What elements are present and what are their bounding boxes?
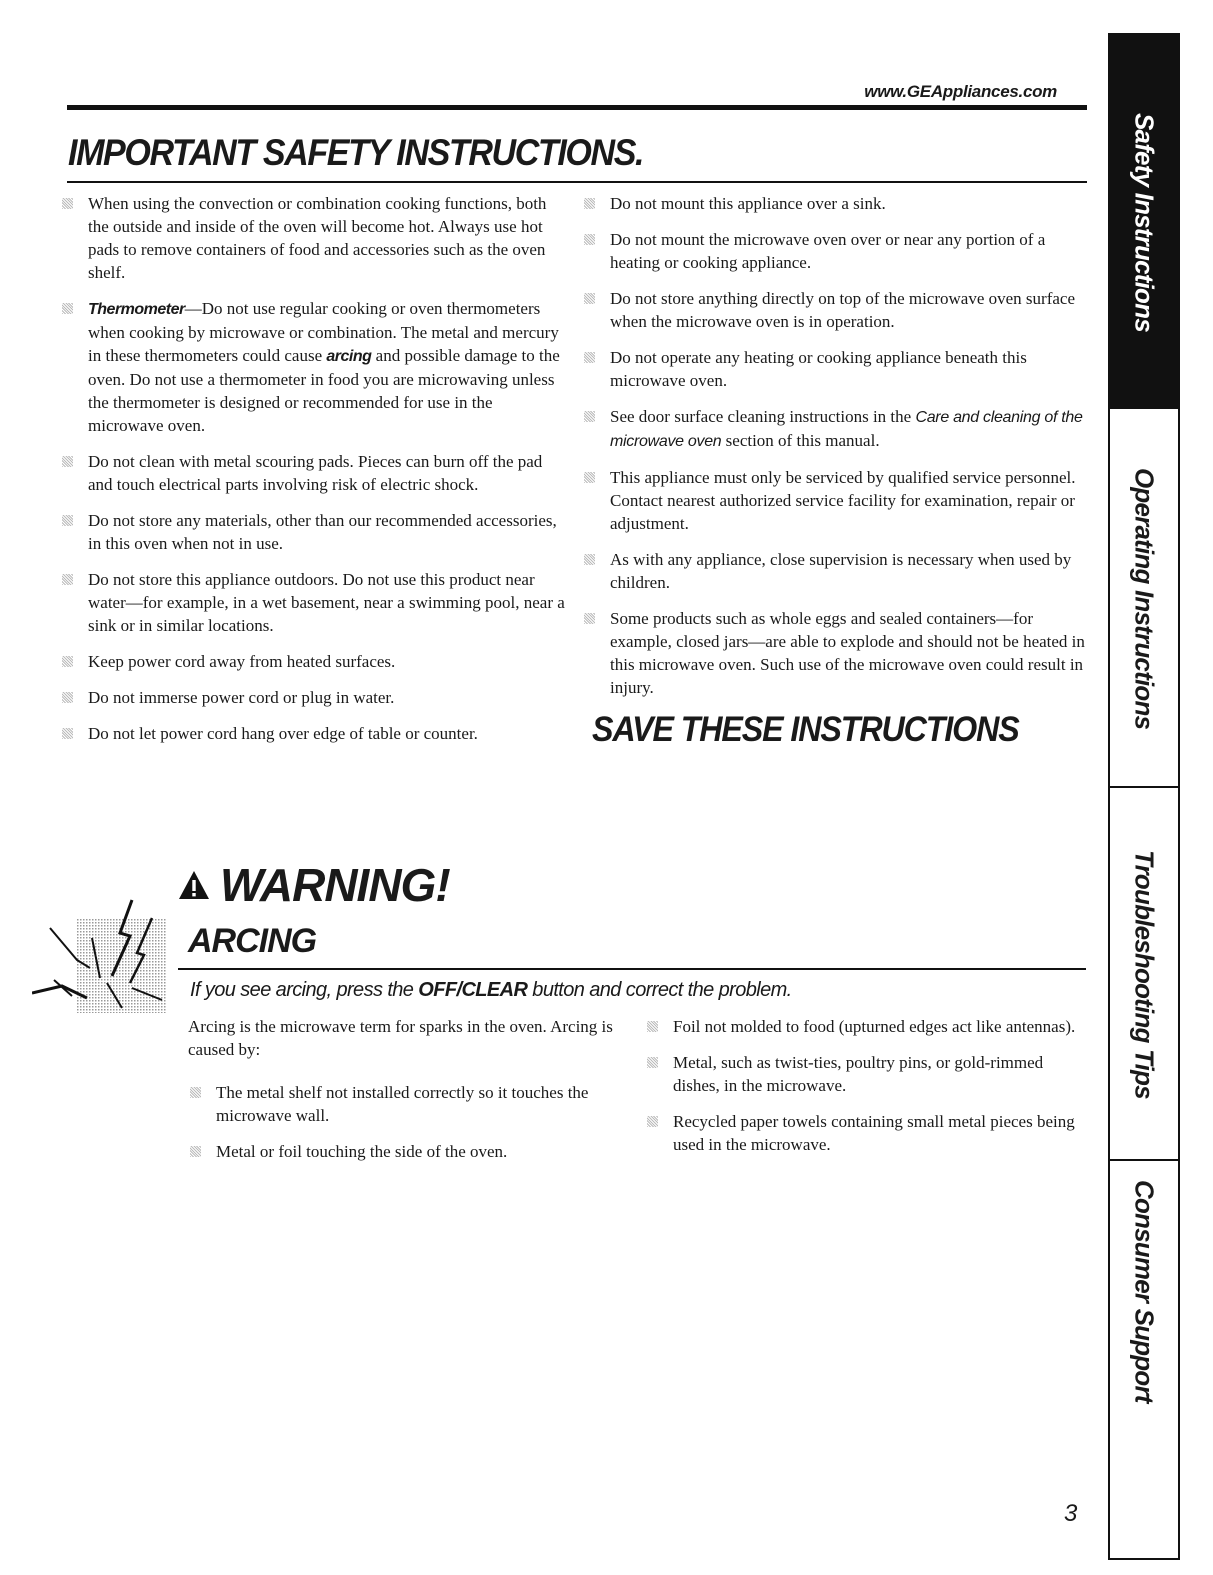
list-item: Do not store anything directly on top of the microwave oven surface when the microwave oven is in operation. [582,287,1087,333]
list-item: Do not mount this appliance over a sink. [582,192,1087,215]
tab-consumer-support[interactable]: Consumer Support [1129,1179,1160,1403]
list-item: Do not immerse power cord or plug in water. [60,686,570,709]
left-column [60,192,570,758]
arcing-emphasis: arcing [326,348,372,365]
bullet-icon [647,1116,658,1127]
arcing-rule [178,968,1086,970]
bullet-icon [62,198,73,209]
list-item: Metal or foil touching the side of the oven. [188,1140,638,1163]
list-item: Do not store this appliance outdoors. Do not use this product near water—for example, in a wet basement, near a swimming pool, near a sink or in similar locations. [60,568,570,637]
warning-triangle-icon [178,870,210,900]
arcing-instruction: If you see arcing, press the OFF/CLEAR button and correct the problem. [190,979,792,1001]
arcing-right-column [645,1015,1085,1169]
tab-safety-instructions[interactable]: Safety Instructions [1110,35,1178,409]
save-instructions-heading: SAVE THESE INSTRUCTIONS [592,710,1019,749]
list-item: Metal, such as twist-ties, poultry pins, or gold-rimmed dishes, in the microwave. [645,1051,1085,1097]
bullet-icon [584,293,595,304]
bullet-icon [647,1021,658,1032]
list-item: Some products such as whole eggs and sealed containers—for example, closed jars—are able to explode and should not be heated in this microwave oven. Such use of the microwave oven could result in injury. [582,607,1087,699]
bullet-icon [62,692,73,703]
website-url: www.GEAppliances.com [864,82,1057,101]
bullet-icon [62,728,73,739]
list-item: See door surface cleaning instructions in the Care and cleaning of the microwave oven section of this manual. [582,405,1087,453]
bullet-icon [584,554,595,565]
list-item: Foil not molded to food (upturned edges act like antennas). [645,1015,1085,1038]
bullet-icon [584,198,595,209]
page-title: IMPORTANT SAFETY INSTRUCTIONS. [68,132,644,173]
bullet-icon [584,352,595,363]
list-item: When using the convection or combination cooking functions, both the outside and inside of the oven will become hot. Always use hot pads to remove containers of food and accessories such as the oven shelf. [60,192,570,284]
arcing-heading: ARCING [188,922,317,960]
list-item: As with any appliance, close supervision is necessary when used by children. [582,548,1087,594]
bullet-icon [62,656,73,667]
list-item: Thermometer—Do not use regular cooking or oven thermometers when cooking by microwave or combination. The metal and mercury in these thermometers could cause arcing and possible damage to the oven. Do not use a thermometer in food you are microwaving unless the thermometer is designed or recommended for use in the microwave oven. [60,297,570,437]
warning-heading: WARNING! [178,858,450,912]
bullet-icon [190,1146,201,1157]
list-item: This appliance must only be serviced by qualified service personnel. Contact nearest authorized service facility for examination, repair or adjustment. [582,466,1087,535]
section-tabs [1108,33,1180,1560]
list-item: Do not mount the microwave oven over or near any portion of a heating or cooking appliance. [582,228,1087,274]
arcing-intro: Arcing is the microwave term for sparks in the oven. Arcing is caused by: [188,1017,613,1059]
bullet-icon [62,456,73,467]
tab-operating-instructions[interactable]: Operating Instructions [1129,468,1160,730]
list-item: Recycled paper towels containing small metal pieces being used in the microwave. [645,1110,1085,1156]
title-rule [67,181,1087,183]
arcing-spark-icon [32,898,167,1018]
bullet-icon [647,1057,658,1068]
bullet-icon [62,515,73,526]
list-item: Do not clean with metal scouring pads. Pieces can burn off the pad and touch electrical parts involving risk of electric shock. [60,450,570,496]
thermometer-lead: Thermometer [88,301,185,318]
off-clear-button-label: OFF/CLEAR [418,979,528,1001]
arcing-left-column [188,1015,638,1176]
list-item: Keep power cord away from heated surfaces. [60,650,570,673]
bullet-icon [190,1087,201,1098]
list-item: Do not store any materials, other than our recommended accessories, in this oven when not in use. [60,509,570,555]
bullet-icon [584,411,595,422]
list-item: Do not operate any heating or cooking appliance beneath this microwave oven. [582,346,1087,392]
tab-troubleshooting-tips[interactable]: Troubleshooting Tips [1129,849,1160,1099]
header-rule [67,105,1087,110]
list-item: The metal shelf not installed correctly so it touches the microwave wall. [188,1081,638,1127]
care-section-reference: Care and cleaning of the microwave oven [610,409,1083,450]
list-item: Do not let power cord hang over edge of table or counter. [60,722,570,745]
bullet-icon [584,472,595,483]
bullet-icon [584,613,595,624]
right-column [582,192,1087,712]
bullet-icon [62,303,73,314]
bullet-icon [62,574,73,585]
bullet-icon [584,234,595,245]
page-number: 3 [1064,1500,1078,1527]
